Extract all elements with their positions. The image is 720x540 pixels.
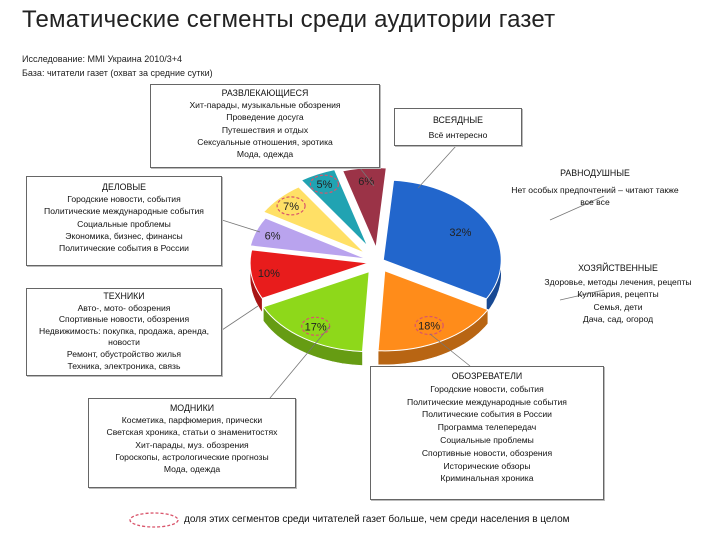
highlight-marker-icon <box>128 510 188 530</box>
segment-line: Хит-парады, муз. обозрения <box>135 439 249 450</box>
base-note: База: читатели газет (охват за средние сутки) <box>22 68 213 78</box>
slice-label: 18% <box>418 320 441 333</box>
segment-line: Социальные проблемы <box>440 434 534 445</box>
segment-line: Гороскопы, астрологические прогнозы <box>115 451 269 462</box>
segment-title: МОДНИКИ <box>169 403 215 413</box>
segment-box-observers <box>370 366 604 500</box>
segment-title: ОБОЗРЕВАТЕЛИ <box>451 371 523 381</box>
segment-line: Криминальная хроника <box>440 473 534 484</box>
slice-label: 32% <box>449 227 472 240</box>
segment-line: Светская хроника, статьи о знаменитостях <box>106 427 278 438</box>
segment-line: Всё интересно <box>428 130 488 141</box>
segment-line: Мода, одежда <box>236 149 294 160</box>
segment-line: Путешествия и отдых <box>221 124 309 135</box>
slice-label: 6% <box>358 175 375 188</box>
slice-label: 5% <box>316 179 333 192</box>
segment-title: РАЗВЛЕКАЮЩИЕСЯ <box>221 88 309 98</box>
segment-line: Спортивные новости, обозрения <box>421 447 553 458</box>
segment-line: Политические события в России <box>59 243 189 254</box>
segment-line: Здоровье, методы лечения, рецепты <box>544 277 692 288</box>
segment-line: Косметика, парфюмерия, прически <box>121 415 263 426</box>
segment-box-omnivorous <box>394 108 522 146</box>
segment-line: Социальные проблемы <box>77 218 171 229</box>
callout-tail <box>418 146 456 188</box>
segment-line: Сексуальные отношения, эротика <box>197 136 333 147</box>
segment-line: Спортивные новости, обозрения <box>58 314 190 325</box>
segment-line: Дача, сад, огород <box>582 313 654 324</box>
segment-line: Мода, одежда <box>163 464 221 475</box>
segment-title: ТЕХНИКИ <box>103 291 145 301</box>
chart-legend <box>128 510 598 530</box>
segment-title: ДЕЛОВЫЕ <box>102 182 146 192</box>
segment-line: Хит-парады, музыкальные обозрения <box>189 100 341 111</box>
segment-title: ВСЕЯДНЫЕ <box>432 115 484 125</box>
segment-line: Городские новости, события <box>430 383 544 394</box>
segment-box-indifferent <box>500 167 690 209</box>
slice-label: 7% <box>283 200 300 213</box>
segment-line: Программа телепередач <box>437 422 537 433</box>
segment-line: Ремонт, обустройство жилья <box>66 348 182 359</box>
callout-tail <box>222 220 260 232</box>
segment-line: Городские новости, события <box>67 194 181 205</box>
study-note: Исследование: MMI Украина 2010/3+4 <box>22 54 183 64</box>
segment-box-fashionistas <box>88 398 296 488</box>
segment-line: Политические события в России <box>422 409 552 420</box>
segment-box-entertaining <box>150 84 380 168</box>
legend-text: доля этих сегментов среди читателей газет больше, чем среди населения в целом <box>184 514 570 525</box>
segment-line: Кулинария, рецепты <box>577 289 659 300</box>
segment-line: Политические международные события <box>44 206 204 217</box>
segment-title: ХОЗЯЙСТВЕННЫЕ <box>578 263 658 273</box>
slice-label: 10% <box>257 267 280 280</box>
segment-line: Семья, дети <box>593 301 643 312</box>
segment-title: РАВНОДУШНЫЕ <box>560 168 630 178</box>
page-title: Тематические сегменты среди аудитории газет <box>22 6 556 33</box>
segment-line: Проведение досуга <box>226 112 304 123</box>
segment-box-technicians <box>26 288 222 376</box>
slice-label: 6% <box>264 230 281 243</box>
segment-line: Техника, электроника, связь <box>67 360 181 371</box>
segment-box-business <box>26 176 222 266</box>
segment-line: Экономика, бизнес, финансы <box>65 230 183 241</box>
segment-box-household <box>536 262 700 325</box>
segment-line: Нет особых предпочтений – читают также все все <box>511 185 679 208</box>
callout-tail <box>222 306 258 330</box>
segment-line: Исторические обзоры <box>443 460 531 471</box>
segment-line: Авто-, мото- обозрения <box>77 302 171 313</box>
slice-label: 17% <box>304 321 327 334</box>
segment-line: Политические международные события <box>407 396 567 407</box>
segment-line: Недвижимость: покупка, продажа, аренда, новости <box>38 325 210 348</box>
